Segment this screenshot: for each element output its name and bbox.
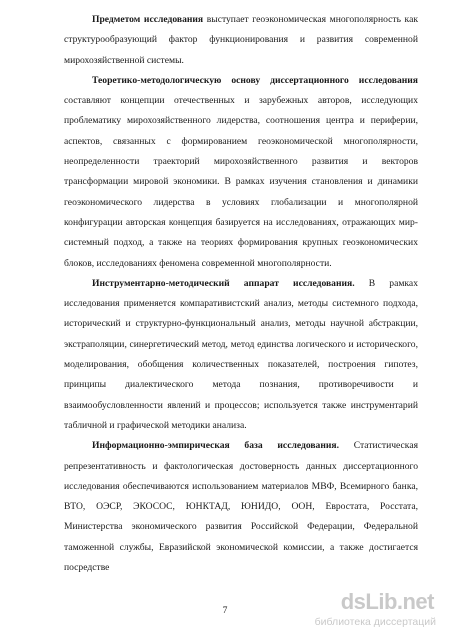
document-body	[64, 10, 418, 578]
paragraph-lead: Теоретико-методологическую основу диссертационного исследования	[92, 74, 418, 86]
paragraph-lead: Информационно-эмпирическая база исследования.	[92, 440, 339, 452]
paragraph-subject	[64, 10, 418, 71]
paragraph-text: составляют концепции отечественных и зарубежных авторов, исследующих проблематику мирохозяйственного лидерства, соотношения центра и периферии, аспектов, связанных с формированием геоэкономической многополярности, неопределенности траекторий мирохозяйственного развития и векторов трансформации мировой экономики. В рамках изучения становления и динамики геоэкономического лидерства в условиях глобализации и многополярной конфигурации авторская концепция базируется на исследованиях, отражающих мир-системный подход, а также на теориях формирования крупных геоэкономических блоков, исследованиях феномена современной многополярности.	[64, 95, 418, 269]
page-number: 7	[222, 605, 228, 616]
watermark-subtitle: библиотека диссертаций	[314, 616, 436, 628]
paragraph-empirical-base	[64, 436, 418, 578]
watermark-logo: dsLib.net	[340, 589, 434, 614]
paragraph-methodology	[64, 71, 418, 274]
paragraph-lead: Предметом исследования	[92, 14, 204, 25]
paragraph-text: Статистическая репрезентативность и фактологическая достоверность данных диссертационного исследования обеспечиваются использованием материалов МВФ, Всемирного банка, ВТО, ОЭСР, ЭКОСОС, ЮНКТАД, ЮНИДО, ООН, Евростата, Росстата, Министерства экономического развития Российской Федерации, Федеральной таможенной службы, Евразийской экономической комиссии, а также достигается посредстве	[64, 440, 418, 574]
paragraph-text: выступает геоэкономическая многополярность как структурообразующий фактор функционирования и развития современной мирохозяйственной системы.	[64, 14, 418, 66]
paragraph-text: В рамках исследования применяется компаративистский анализ, методы системного подхода, исторический и структурно-функциональный анализ, методы научной абстракции, экстраполяции, синергетический метод, метод единства логического и исторического, моделирования, обобщения количественных показателей, построения гипотез, принципы диалектического метода познания, противоречивости и взаимообусловленности явлений и процессов; используется также инструментарий табличной и графической методики анализа.	[64, 277, 418, 431]
watermark	[300, 591, 440, 631]
paragraph-lead: Инструментарно-методический аппарат исследования.	[92, 277, 355, 289]
paragraph-instruments	[64, 274, 418, 436]
